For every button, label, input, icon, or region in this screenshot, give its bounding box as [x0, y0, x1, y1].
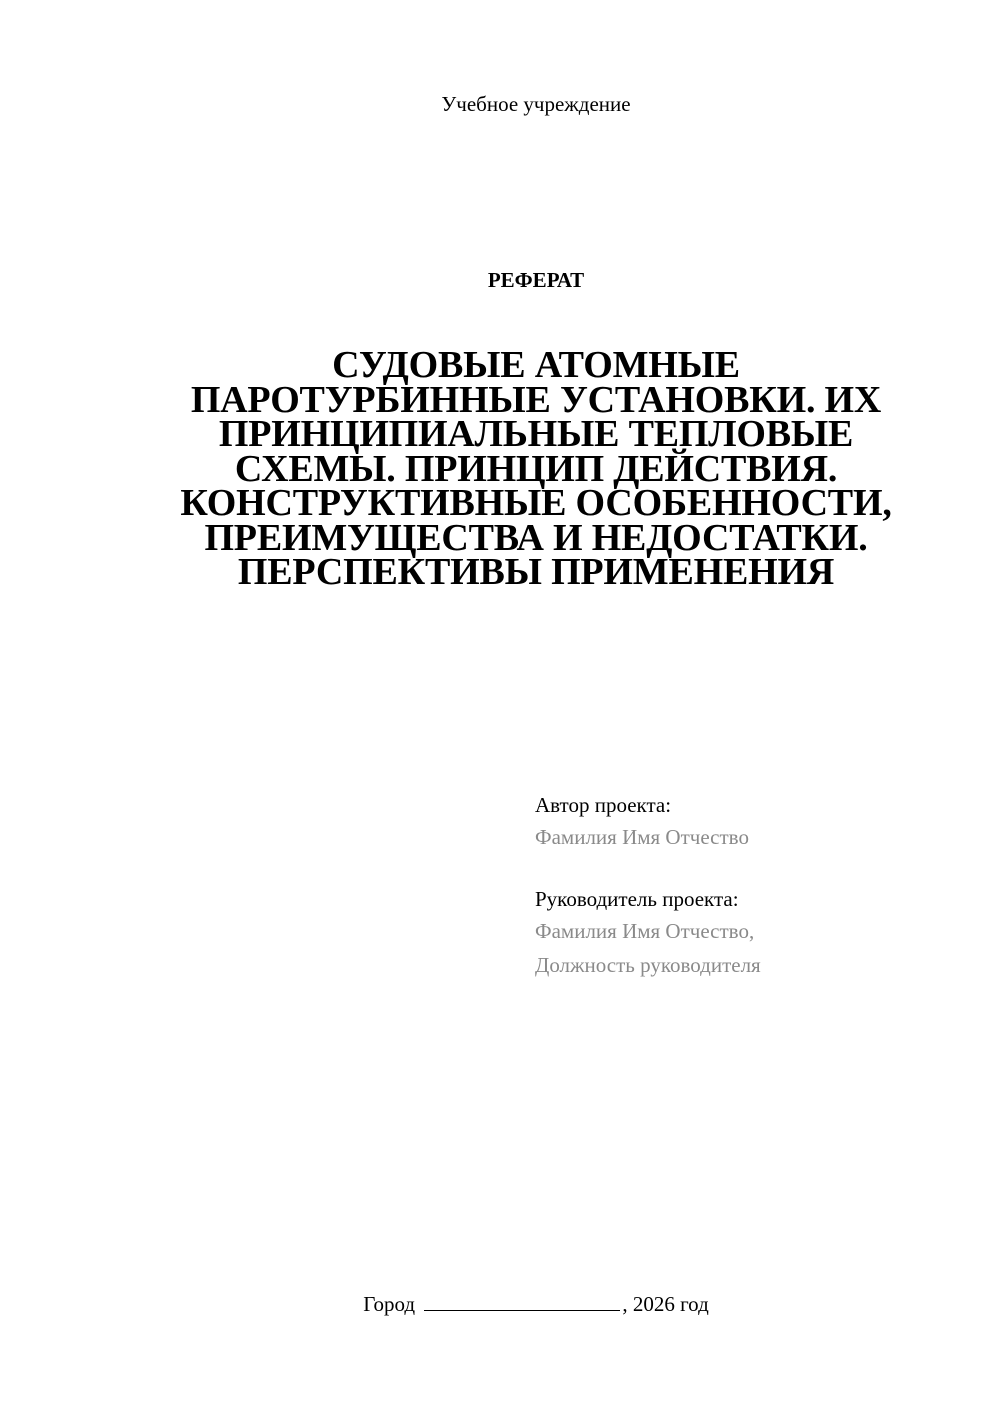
document-type: РЕФЕРАТ	[487, 268, 585, 292]
institution-name: Учебное учреждение	[441, 92, 631, 116]
supervisor-group	[535, 884, 975, 982]
city-label: Город	[363, 1292, 416, 1316]
author-group	[535, 790, 975, 854]
author-label: Автор проекта:	[535, 793, 672, 817]
author-name-placeholder: Фамилия Имя Отчество	[535, 825, 749, 849]
document-title: СУДОВЫЕ АТОМНЫЕ ПАРОТУРБИННЫЕ УСТАНОВКИ. ИХ ПРИНЦИПИАЛЬНЫЕ ТЕПЛОВЫЕ СХЕМЫ. ПРИНЦИП ДЕЙСТВИЯ. КОНСТРУКТИВНЫЕ ОСОБЕННОСТИ, ПРЕИМУЩЕСТВА И НЕДОСТАТКИ. ПЕРСПЕКТИВЫ ПРИМЕНЕНИЯ	[180, 344, 892, 593]
year-text: , 2026 год	[622, 1292, 709, 1316]
footer-city-year	[0, 1290, 1000, 1317]
supervisor-position-placeholder: Должность руководителя	[535, 953, 761, 977]
supervisor-name-placeholder: Фамилия Имя Отчество,	[535, 919, 755, 943]
supervisor-label: Руководитель проекта:	[535, 887, 739, 911]
credits-block	[535, 790, 975, 982]
city-blank-line	[424, 1290, 620, 1311]
